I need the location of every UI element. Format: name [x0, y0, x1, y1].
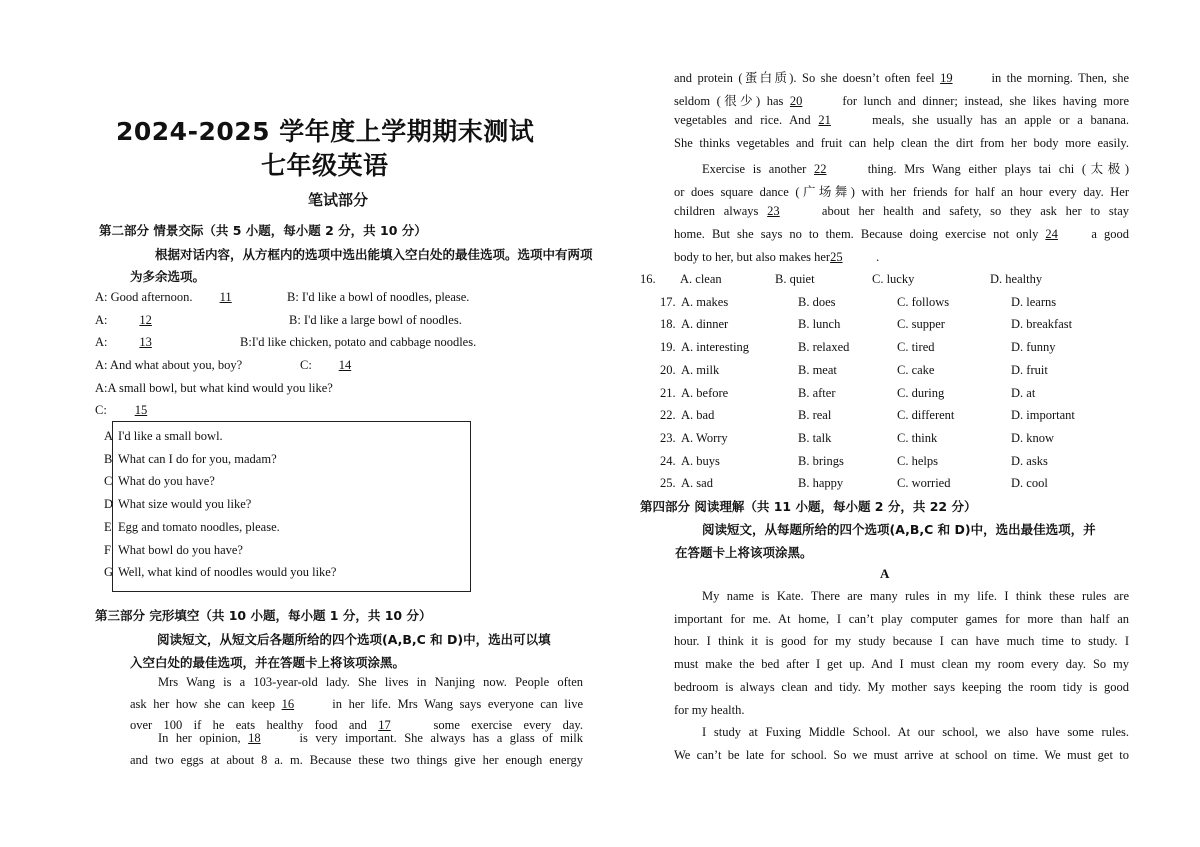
- option-a: A. milk: [681, 362, 720, 377]
- option-text: What do you have?: [118, 474, 215, 489]
- option-c: C. think: [897, 430, 938, 445]
- passage-line: [674, 250, 1129, 265]
- option-letter: D: [104, 497, 114, 512]
- option-d: D. know: [1011, 430, 1055, 445]
- option-d: D. breakfast: [1011, 317, 1073, 332]
- question-number: 23.: [660, 430, 676, 445]
- question-number: 17.: [660, 294, 676, 309]
- option-c: C. follows: [897, 294, 950, 309]
- option-item: [104, 452, 277, 467]
- option-a: A. sad: [681, 476, 713, 491]
- dialogue-line-4: A: And what about you, boy?: [95, 358, 243, 372]
- dialogue-speaker-text: A:: [95, 335, 108, 349]
- dialogue-reply-3: B:I'd like chicken, potato and cabbage noodles.: [240, 335, 477, 349]
- passage-text: Exercise is another: [702, 161, 814, 176]
- option-text: I'd like a small bowl.: [118, 429, 223, 443]
- passage-text: ask her how she can keep: [130, 696, 282, 711]
- written-part-label: 笔试部分: [308, 191, 369, 209]
- question-number: 20.: [660, 362, 676, 377]
- option-b: B. talk: [798, 430, 832, 445]
- option-a: A. Worry: [681, 430, 728, 445]
- dialogue-line-5: A:A small bowl, but what kind would you like?: [95, 381, 333, 395]
- passage-line: [674, 91, 1129, 109]
- option-letter: B: [104, 451, 113, 466]
- passage-line: [158, 731, 583, 746]
- option-text: Egg and tomato noodles, please.: [118, 519, 280, 534]
- option-letter: A: [104, 429, 114, 443]
- option-c: C. during: [897, 385, 945, 400]
- question-number: 18.: [660, 317, 676, 332]
- option-d: D. asks: [1011, 453, 1048, 468]
- option-item: [104, 520, 280, 535]
- passage-text: She thinks vegetables and fruit can help clean the dirt from her body more easily.: [674, 136, 1129, 151]
- option-d: D. healthy: [990, 272, 1043, 286]
- part3-instruction-2: 入空白处的最佳选项，并在答题卡上将该项涂黑。: [130, 655, 406, 670]
- option-d: D. funny: [1011, 340, 1056, 355]
- question-number: 25.: [660, 476, 676, 491]
- answer-blank-21: 21: [818, 113, 831, 128]
- passage-text: or does square dance (广场舞) with her friends for half an hour every day. Her: [674, 184, 1129, 199]
- passage-text: for lunch and dinner; instead, she likes having more: [835, 93, 1129, 108]
- option-a: A. bad: [681, 408, 715, 423]
- part2-instruction-2: 为多余选项。: [130, 269, 206, 284]
- passage-text: body to her, but also makes her: [674, 249, 831, 264]
- passage-line: hour. I think it is good for my study because I can have much time to study. I: [674, 634, 1129, 649]
- passage-line: I study at Fuxing Middle School. At our school, we also have some rules.: [702, 725, 1129, 740]
- dialogue-speaker-text: A: Good afternoon.: [95, 290, 193, 304]
- option-c: C. lucky: [872, 272, 915, 286]
- passage-text: In her opinion,: [158, 731, 249, 745]
- part4-instruction-2: 在答题卡上将该项涂黑。: [675, 545, 813, 560]
- dialogue-reply-1: B: I'd like a bowl of noodles, please.: [287, 290, 470, 304]
- option-item: [104, 565, 336, 580]
- passage-text: and protein (蛋白质). So she doesn’t often feel: [674, 71, 941, 85]
- answer-blank-13: 13: [139, 335, 152, 349]
- option-b: B. quiet: [775, 272, 815, 286]
- answer-blank-24: 24: [1045, 226, 1058, 241]
- part3-heading: 第三部分 完形填空（共 10 小题，每小题 1 分，共 10 分）: [95, 608, 432, 623]
- option-d: D. fruit: [1011, 362, 1048, 377]
- passage-text: seldom (很少) has: [674, 93, 790, 108]
- dialogue-line-1: [95, 290, 248, 305]
- option-b: B. happy: [798, 476, 844, 491]
- passage-text: a good: [1091, 226, 1129, 241]
- answer-blank-11: 11: [219, 290, 232, 304]
- part4-heading: 第四部分 阅读理解（共 11 小题，每小题 2 分，共 22 分）: [640, 499, 977, 514]
- question-number: 19.: [660, 340, 676, 355]
- passage-line: [674, 113, 1129, 128]
- passage-label: A: [880, 566, 890, 581]
- exam-title: 2024-2025 学年度上学期期末测试: [116, 117, 535, 146]
- passage-line: [702, 159, 1129, 177]
- passage-line: [674, 182, 1129, 200]
- passage-line: [674, 204, 1129, 219]
- option-letter: F: [104, 542, 111, 557]
- option-letter: C: [104, 474, 113, 489]
- question-number: 24.: [660, 453, 676, 468]
- part2-heading: 第二部分 情景交际（共 5 小题，每小题 2 分，共 10 分）: [99, 223, 427, 238]
- dialogue-reply-2: B: I'd like a large bowl of noodles.: [289, 313, 462, 327]
- option-text: Well, what kind of noodles would you like?: [118, 565, 337, 580]
- passage-text: children always: [674, 204, 768, 219]
- option-text: What can I do for you, madam?: [118, 451, 277, 466]
- answer-blank-12: 12: [139, 313, 152, 327]
- option-a: A. clean: [680, 272, 722, 286]
- dialogue-line-6: [95, 403, 162, 418]
- dialogue-line-2: [95, 313, 167, 328]
- answer-blank-18: 18: [248, 731, 261, 745]
- passage-line: My name is Kate. There are many rules in my life. I think these rules are: [702, 589, 1129, 603]
- option-item: [104, 474, 215, 489]
- dialogue-reply-4: [300, 358, 365, 373]
- dialogue-speaker-text: C:: [95, 403, 107, 417]
- passage-text: meals, she usually has an apple or a banana.: [864, 113, 1130, 128]
- passage-text: Mrs Wang is a 103-year-old lady. She lives in Nanjing now. People often: [158, 675, 583, 689]
- option-a: A. makes: [681, 294, 729, 309]
- answer-blank-14: 14: [338, 358, 352, 372]
- option-b: B. real: [798, 408, 832, 423]
- part2-instruction-1: 根据对话内容，从方框内的选项中选出能填入空白处的最佳选项。选项中有两项: [155, 247, 593, 262]
- option-a: A. dinner: [681, 317, 729, 332]
- question-number: 16.: [640, 272, 656, 286]
- option-item: [104, 497, 251, 512]
- answer-blank-22: 22: [814, 161, 827, 176]
- grade-title: 七年级英语: [261, 151, 389, 180]
- option-b: B. after: [798, 385, 836, 400]
- passage-text: over 100 if he eats healthy food and: [130, 718, 379, 732]
- passage-line: [130, 697, 583, 712]
- part4-instruction-1: 阅读短文，从每题所给的四个选项(A,B,C 和 D)中，选出最佳选项，并: [702, 522, 1096, 537]
- passage-text: vegetables and rice. And: [674, 113, 819, 128]
- option-letter: E: [104, 519, 112, 534]
- option-b: B. relaxed: [798, 340, 850, 355]
- option-d: D. cool: [1011, 476, 1048, 491]
- option-text: What bowl do you have?: [118, 542, 243, 557]
- option-text: What size would you like?: [118, 497, 252, 512]
- passage-line: [158, 675, 583, 690]
- passage-text: is very important. She always has a glass of milk: [292, 731, 583, 745]
- passage-text: some exercise every day.: [422, 718, 583, 732]
- answer-blank-17: 17: [378, 718, 391, 732]
- option-c: C. tired: [897, 340, 935, 355]
- passage-line: bedroom is always clean and tidy. My mother says keeping the room tidy is good: [674, 679, 1129, 694]
- dialogue-speaker-text: A:: [95, 313, 108, 327]
- passage-line: [674, 136, 1129, 151]
- passage-line: must make the bed after I get up. And I must clean my room every day. So my: [674, 657, 1129, 672]
- passage-text: .: [876, 249, 880, 264]
- option-b: B. lunch: [798, 317, 841, 332]
- option-a: A. interesting: [681, 340, 750, 355]
- option-b: B. does: [798, 294, 836, 309]
- option-a: A. before: [681, 385, 729, 400]
- option-d: D. important: [1011, 408, 1075, 423]
- option-b: B. brings: [798, 453, 844, 468]
- passage-line: [674, 227, 1129, 242]
- question-number: 21.: [660, 385, 676, 400]
- answer-blank-23: 23: [767, 204, 780, 219]
- option-b: B. meat: [798, 362, 837, 377]
- answer-blank-20: 20: [789, 93, 803, 108]
- passage-line: important for me. At home, I can’t play computer games for more than half an: [674, 611, 1129, 626]
- passage-text: in her life. Mrs Wang says everyone can live: [325, 696, 583, 711]
- answer-blank-16: 16: [281, 696, 295, 711]
- passage-text: home. But she says no to them. Because doing exercise not only: [674, 226, 1046, 241]
- passage-text: and two eggs at about 8 a. m. Because these two things give her enough energy: [130, 753, 583, 767]
- question-number: 22.: [660, 408, 676, 423]
- dialogue-speaker-text: C:: [300, 358, 312, 372]
- part3-instruction-1: 阅读短文，从短文后各题所给的四个选项(A,B,C 和 D)中，选出可以填: [157, 632, 551, 647]
- option-c: C. supper: [897, 317, 945, 332]
- option-c: C. different: [897, 408, 955, 423]
- option-d: D. at: [1011, 385, 1036, 400]
- passage-line: We can’t be late for school. So we must arrive at school on time. We must get to: [674, 747, 1129, 762]
- option-c: C. helps: [897, 453, 938, 468]
- passage-line: for my health.: [674, 702, 745, 717]
- option-letter: G: [104, 565, 114, 580]
- answer-blank-25: 25: [830, 249, 843, 264]
- passage-line: [130, 753, 583, 768]
- passage-text: about her health and safety, so they ask her to stay: [813, 204, 1129, 219]
- option-a: A. buys: [681, 453, 720, 468]
- passage-text: in the morning. Then, she: [986, 71, 1129, 85]
- passage-line: [674, 68, 1129, 86]
- passage-text: thing. Mrs Wang either plays tai chi (太极): [860, 161, 1129, 176]
- option-item: [104, 543, 243, 558]
- dialogue-line-3: [95, 335, 167, 350]
- option-c: C. worried: [897, 476, 951, 491]
- option-item: [104, 429, 223, 444]
- option-c: C. cake: [897, 362, 935, 377]
- answer-blank-15: 15: [134, 403, 148, 417]
- answer-blank-19: 19: [940, 71, 953, 85]
- option-d: D. learns: [1011, 294, 1057, 309]
